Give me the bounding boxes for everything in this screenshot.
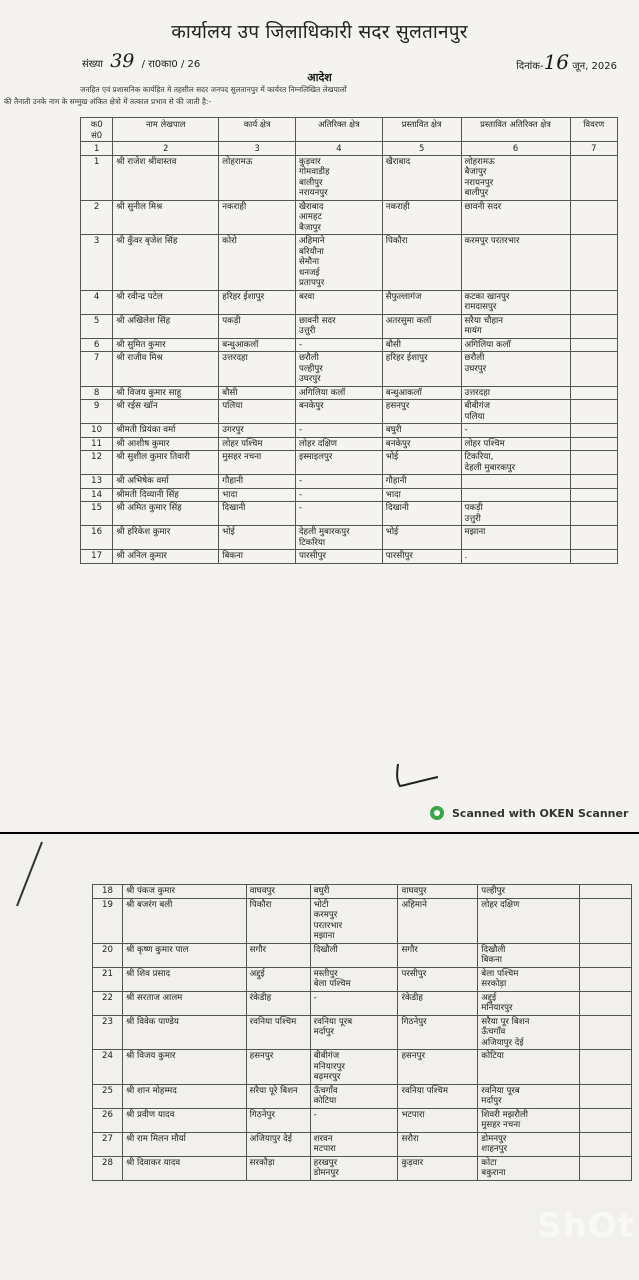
work-area-cell: रवनिया पश्चिम <box>246 1015 310 1050</box>
serial-number-cell: 7 <box>81 352 113 387</box>
proposed-area-cell: बौसी <box>382 338 461 352</box>
additional-area-cell: इस्माइलपुर <box>295 451 382 475</box>
proposed-additional-area-cell <box>461 488 570 502</box>
additional-area-cell: बघुरी <box>310 885 398 899</box>
work-area-cell: भादा <box>219 488 296 502</box>
additional-area-cell: हरखपुर डोमनपुर <box>310 1156 398 1180</box>
table-row <box>81 424 618 438</box>
serial-number-cell: 24 <box>93 1050 123 1085</box>
ref-number: 39 <box>110 50 135 72</box>
additional-area-cell: छरौली पल्हीपुर उघरपुर <box>295 352 382 387</box>
proposed-area-cell: हरिहर ईशापुर <box>382 352 461 387</box>
remark-cell <box>570 314 618 338</box>
remark-cell <box>580 967 632 991</box>
date-day: 16 <box>543 50 570 74</box>
proposed-additional-area-cell: लोहर पश्चिम <box>461 437 570 451</box>
column-number: 1 <box>81 142 113 156</box>
proposed-additional-area-cell: लोहर दक्षिण <box>478 898 580 943</box>
serial-number-cell: 15 <box>81 502 113 526</box>
remark-cell <box>570 475 618 489</box>
proposed-area-cell: भोई <box>382 526 461 550</box>
work-area-cell: हरिहर ईशापुर <box>219 290 296 314</box>
proposed-additional-area-cell: छावनी सदर <box>461 200 570 235</box>
serial-number-cell: 10 <box>81 424 113 438</box>
scanner-badge-text: Scanned with OKEN Scanner <box>452 806 629 820</box>
serial-number-cell: 16 <box>81 526 113 550</box>
table-row <box>81 386 618 400</box>
proposed-area-cell: वाघवपुर <box>398 885 478 899</box>
proposed-additional-area-cell <box>461 475 570 489</box>
column-number: 4 <box>295 142 382 156</box>
proposed-additional-area-cell: दिखौली बिकना <box>478 943 580 967</box>
additional-area-cell: शरवन मटपारा <box>310 1132 398 1156</box>
proposed-area-cell: पिकौरा <box>382 235 461 291</box>
additional-area-cell: अगिलिया कलॉ <box>295 386 382 400</box>
table-row <box>81 155 618 200</box>
table-row <box>81 400 618 424</box>
serial-number-cell: 13 <box>81 475 113 489</box>
lekhpal-name-cell: श्री राजीव मिश्र <box>113 352 219 387</box>
lekhpal-name-cell: श्रीमती दिव्यानी सिंह <box>113 488 219 502</box>
serial-number-cell: 28 <box>93 1156 123 1180</box>
lekhpal-name-cell: श्री विवेक पाण्डेय <box>122 1015 246 1050</box>
lekhpal-name-cell: श्री हरिकेश कुमार <box>113 526 219 550</box>
remark-cell <box>580 943 632 967</box>
date-suffix: जून, 2026 <box>572 61 617 72</box>
additional-area-cell: - <box>310 1108 398 1132</box>
column-header: कार्य क्षेत्र <box>219 118 296 142</box>
table-row <box>81 451 618 475</box>
additional-area-cell: लोहर दक्षिण <box>295 437 382 451</box>
table-row <box>81 526 618 550</box>
lekhpal-name-cell: श्री पंकज कुमार <box>122 885 246 899</box>
column-number: 3 <box>219 142 296 156</box>
reference-number <box>82 50 200 72</box>
remark-cell <box>580 1015 632 1050</box>
work-area-cell: हसनपुर <box>246 1050 310 1085</box>
lekhpal-name-cell: श्री विजय कुमार <box>122 1050 246 1085</box>
scanned-page-2 <box>0 834 639 1280</box>
proposed-additional-area-cell: पकड़ी उत्तुरी <box>461 502 570 526</box>
date-prefix: दिनांक- <box>516 61 544 72</box>
additional-area-cell: - <box>295 502 382 526</box>
work-area-cell: बन्धुआकलॉ <box>219 338 296 352</box>
work-area-cell: दिखानी <box>219 502 296 526</box>
table-row <box>81 200 618 235</box>
order-heading: आदेश <box>307 71 332 84</box>
scanner-badge <box>430 806 628 820</box>
work-area-cell: गिठनेपुर <box>246 1108 310 1132</box>
table-row <box>81 290 618 314</box>
table-row <box>93 1132 632 1156</box>
proposed-additional-area-cell: कोटा बकुराना <box>478 1156 580 1180</box>
proposed-area-cell: रवनिया पश्चिम <box>398 1084 478 1108</box>
work-area-cell: सरैया पूरे बिशन <box>246 1084 310 1108</box>
proposed-area-cell: भोई <box>382 451 461 475</box>
additional-area-cell: रवनिया पूरब मर्दापुर <box>310 1015 398 1050</box>
lekhpal-name-cell: श्री सुमित कुमार <box>113 338 219 352</box>
remark-cell <box>570 352 618 387</box>
proposed-additional-area-cell: अगिलिया कलॉ <box>461 338 570 352</box>
additional-area-cell: खैराबाद आमहट बैजापुर <box>295 200 382 235</box>
proposed-area-cell: अहिमाने <box>398 898 478 943</box>
remark-cell <box>570 488 618 502</box>
serial-number-cell: 17 <box>81 550 113 564</box>
proposed-area-cell: अतरसुमा कलॉ <box>382 314 461 338</box>
remark-cell <box>580 1132 632 1156</box>
serial-number-cell: 20 <box>93 943 123 967</box>
work-area-cell: उगरपुर <box>219 424 296 438</box>
work-area-cell: कोरो <box>219 235 296 291</box>
table-row <box>81 502 618 526</box>
additional-area-cell: - <box>295 488 382 502</box>
proposed-area-cell: दिखानी <box>382 502 461 526</box>
serial-number-cell: 11 <box>81 437 113 451</box>
proposed-area-cell: गौहानी <box>382 475 461 489</box>
lekhpal-name-cell: श्री अखिलेश सिंह <box>113 314 219 338</box>
work-area-cell: पकड़ी <box>219 314 296 338</box>
additional-area-cell: छावनी सदर उत्तुरी <box>295 314 382 338</box>
remark-cell <box>580 898 632 943</box>
table-row <box>93 1156 632 1180</box>
proposed-additional-area-cell: शिवरी मझरौली मुसहर नचना <box>478 1108 580 1132</box>
table-row <box>93 1084 632 1108</box>
serial-number-cell: 12 <box>81 451 113 475</box>
watermark-text: ShOt <box>537 1206 635 1246</box>
proposed-area-cell: बन्धुआकलॉ <box>382 386 461 400</box>
column-number-row <box>81 142 618 156</box>
work-area-cell: लोहरामऊ <box>219 155 296 200</box>
remark-cell <box>570 290 618 314</box>
proposed-area-cell: हसनपुर <box>382 400 461 424</box>
work-area-cell: पलिया <box>219 400 296 424</box>
serial-number-cell: 18 <box>93 885 123 899</box>
serial-number-cell: 9 <box>81 400 113 424</box>
proposed-additional-area-cell: बीबीगंज पलिया <box>461 400 570 424</box>
posting-table-page-1 <box>80 117 618 564</box>
additional-area-cell: बरवा <box>295 290 382 314</box>
column-number: 2 <box>113 142 219 156</box>
remark-cell <box>570 526 618 550</box>
serial-number-cell: 6 <box>81 338 113 352</box>
remark-cell <box>570 502 618 526</box>
lekhpal-name-cell: श्री आशीष कुमार <box>113 437 219 451</box>
work-area-cell: अजियापुर देई <box>246 1132 310 1156</box>
table-row <box>93 1015 632 1050</box>
proposed-area-cell: गिठनेपुर <box>398 1015 478 1050</box>
proposed-additional-area-cell: लोहरामऊ बैजापुर नरायनपुर बालीपुर <box>461 155 570 200</box>
proposed-additional-area-cell: . <box>461 550 570 564</box>
serial-number-cell: 1 <box>81 155 113 200</box>
remark-cell <box>570 400 618 424</box>
remark-cell <box>580 1108 632 1132</box>
work-area-cell: भोई <box>219 526 296 550</box>
lekhpal-name-cell: श्री सुनील मिश्र <box>113 200 219 235</box>
lekhpal-name-cell: श्री दिवाकर यादव <box>122 1156 246 1180</box>
proposed-additional-area-cell: मझाना <box>461 526 570 550</box>
remark-cell <box>570 550 618 564</box>
table-row <box>81 475 618 489</box>
serial-number-cell: 27 <box>93 1132 123 1156</box>
work-area-cell: अद्दुई <box>246 967 310 991</box>
work-area-cell: उत्तरदहा <box>219 352 296 387</box>
work-area-cell: बिकना <box>219 550 296 564</box>
remark-cell <box>580 1156 632 1180</box>
ref-suffix: / रा0का0 / 26 <box>141 59 201 70</box>
lekhpal-name-cell: श्रीमती प्रियंका वर्मा <box>113 424 219 438</box>
intro-line-2: की तैनाती उनके नाम के सम्मुख अंकित क्षेत्रो में तत्काल प्रभाव से की जाती है:- <box>4 97 212 106</box>
serial-number-cell: 8 <box>81 386 113 400</box>
column-header: विवरण <box>570 118 618 142</box>
work-area-cell: सगौर <box>246 943 310 967</box>
lekhpal-name-cell: श्री प्रवीण यादव <box>122 1108 246 1132</box>
lekhpal-name-cell: श्री रईस खॉन <box>113 400 219 424</box>
additional-area-cell: - <box>310 991 398 1015</box>
additional-area-cell: - <box>295 424 382 438</box>
work-area-cell: वाघवपुर <box>246 885 310 899</box>
table-row <box>81 550 618 564</box>
additional-area-cell: बीबीगंज मनियारपुर बढ़मरपुर <box>310 1050 398 1085</box>
table-row <box>81 314 618 338</box>
proposed-additional-area-cell: - <box>461 424 570 438</box>
table-row <box>81 338 618 352</box>
additional-area-cell: कुड़वार गोमवाडीह बालीपुर नरायनपुर <box>295 155 382 200</box>
lekhpal-name-cell: श्री अनिल कुमार <box>113 550 219 564</box>
column-number: 7 <box>570 142 618 156</box>
table-row <box>93 943 632 967</box>
remark-cell <box>580 1050 632 1085</box>
serial-number-cell: 14 <box>81 488 113 502</box>
lekhpal-name-cell: श्री कुँवर बृजेश सिंह <box>113 235 219 291</box>
lekhpal-name-cell: श्री सुशील कुमार तिवारी <box>113 451 219 475</box>
signature-mark <box>392 762 442 790</box>
lekhpal-name-cell: श्री सरताज आलम <box>122 991 246 1015</box>
column-number: 6 <box>461 142 570 156</box>
remark-cell <box>570 386 618 400</box>
remark-cell <box>570 424 618 438</box>
proposed-area-cell: नकराही <box>382 200 461 235</box>
column-header: नाम लेखपाल <box>113 118 219 142</box>
column-header: प्रस्तावित क्षेत्र <box>382 118 461 142</box>
serial-number-cell: 23 <box>93 1015 123 1050</box>
lekhpal-name-cell: श्री राजेश श्रीवास्तव <box>113 155 219 200</box>
proposed-additional-area-cell: अद्दुई मनियारपुर <box>478 991 580 1015</box>
proposed-additional-area-cell: सरैया पूर बिशन ऊँचगाँव अजियापुर देई <box>478 1015 580 1050</box>
table-header-row <box>81 118 618 142</box>
additional-area-cell: - <box>295 338 382 352</box>
lekhpal-name-cell: श्री शान मोहम्मद <box>122 1084 246 1108</box>
serial-number-cell: 19 <box>93 898 123 943</box>
proposed-additional-area-cell: सरैया चौहान मायंग <box>461 314 570 338</box>
pen-stroke-mark <box>14 840 44 910</box>
lekhpal-name-cell: श्री विजय कुमार साहू <box>113 386 219 400</box>
office-title: कार्यालय उप जिलाधिकारी सदर सुलतानपुर <box>171 21 468 43</box>
ref-prefix: संख्या <box>82 59 103 70</box>
proposed-area-cell: सगौर <box>398 943 478 967</box>
proposed-area-cell: खैराबाद <box>382 155 461 200</box>
column-header: क0 सं0 <box>81 118 113 142</box>
remark-cell <box>580 1084 632 1108</box>
remark-cell <box>570 437 618 451</box>
additional-area-cell: भोटी करमपुर परतरभार मझाना <box>310 898 398 943</box>
order-intro <box>4 84 620 108</box>
additional-area-cell: देहली मुबारकपुर टिकरिया <box>295 526 382 550</box>
work-area-cell: बौसी <box>219 386 296 400</box>
lekhpal-name-cell: श्री बजरंग बली <box>122 898 246 943</box>
table-row <box>93 991 632 1015</box>
remark-cell <box>570 235 618 291</box>
proposed-additional-area-cell: कोटिया <box>478 1050 580 1085</box>
proposed-additional-area-cell: पल्हीपुर <box>478 885 580 899</box>
additional-area-cell: दिखौली <box>310 943 398 967</box>
additional-area-cell: अहिमाने बरियौना सेमौना धनजई प्रतापपुर <box>295 235 382 291</box>
serial-number-cell: 4 <box>81 290 113 314</box>
work-area-cell: लोहर पश्चिम <box>219 437 296 451</box>
proposed-area-cell: परसीपुर <box>398 967 478 991</box>
additional-area-cell: पारसीपुर <box>295 550 382 564</box>
remark-cell <box>570 155 618 200</box>
lekhpal-name-cell: श्री अमित कुमार सिंह <box>113 502 219 526</box>
intro-line-1: जनहित एवं प्रशासनिक कार्यहित मे तहसील सदर जनपद सुलतानपुर में कार्यरत निम्नलिखित लेखपालों <box>80 85 347 94</box>
lekhpal-name-cell: श्री शिव प्रसाद <box>122 967 246 991</box>
proposed-additional-area-cell: करमपुर परतरभार <box>461 235 570 291</box>
proposed-area-cell: कुड़वार <box>398 1156 478 1180</box>
work-area-cell: सरकौड़ा <box>246 1156 310 1180</box>
serial-number-cell: 25 <box>93 1084 123 1108</box>
column-number: 5 <box>382 142 461 156</box>
serial-number-cell: 26 <box>93 1108 123 1132</box>
table-row <box>93 885 632 899</box>
proposed-additional-area-cell: रवनिया पूरब मर्दापुर <box>478 1084 580 1108</box>
table-row <box>81 235 618 291</box>
remark-cell <box>570 200 618 235</box>
proposed-area-cell: सरौरा <box>398 1132 478 1156</box>
work-area-cell: रंकेडीह <box>246 991 310 1015</box>
proposed-area-cell: पारसीपुर <box>382 550 461 564</box>
serial-number-cell: 5 <box>81 314 113 338</box>
table-row <box>93 967 632 991</box>
work-area-cell: मुसहर नचना <box>219 451 296 475</box>
serial-number-cell: 21 <box>93 967 123 991</box>
proposed-additional-area-cell: बेला पश्चिम सरकोड़ा <box>478 967 580 991</box>
lekhpal-name-cell: श्री कृष्ण कुमार पाल <box>122 943 246 967</box>
table-row <box>81 488 618 502</box>
additional-area-cell: मस्तीपुर बेला पश्चिम <box>310 967 398 991</box>
remark-cell <box>580 991 632 1015</box>
lekhpal-name-cell: श्री अभिषेक वर्मा <box>113 475 219 489</box>
table-row <box>81 437 618 451</box>
lekhpal-name-cell: श्री रवीन्द्र पटेल <box>113 290 219 314</box>
proposed-additional-area-cell: छरौली उघरपुर <box>461 352 570 387</box>
lekhpal-name-cell: श्री राम मिलन मौर्या <box>122 1132 246 1156</box>
column-header: प्रस्तावित अतिरिक्त क्षेत्र <box>461 118 570 142</box>
scanner-logo-icon <box>430 806 444 820</box>
posting-table-page-2 <box>92 884 632 1181</box>
table-row <box>93 1108 632 1132</box>
serial-number-cell: 3 <box>81 235 113 291</box>
remark-cell <box>580 885 632 899</box>
proposed-additional-area-cell: डोमनपुर शाहनपुर <box>478 1132 580 1156</box>
work-area-cell: नकराही <box>219 200 296 235</box>
table-row <box>93 1050 632 1085</box>
proposed-area-cell: बघुरी <box>382 424 461 438</box>
proposed-area-cell: हसनपुर <box>398 1050 478 1085</box>
proposed-area-cell: सैफुल्लागंज <box>382 290 461 314</box>
proposed-additional-area-cell: टिकरिया, देहली मुबारकपुर <box>461 451 570 475</box>
additional-area-cell: बनकेपुर <box>295 400 382 424</box>
proposed-area-cell: बनकेपुर <box>382 437 461 451</box>
work-area-cell: गौहानी <box>219 475 296 489</box>
proposed-additional-area-cell: कटका खानपुर रामदासपुर <box>461 290 570 314</box>
proposed-area-cell: भटपारा <box>398 1108 478 1132</box>
work-area-cell: पिकौरा <box>246 898 310 943</box>
remark-cell <box>570 338 618 352</box>
proposed-area-cell: भादा <box>382 488 461 502</box>
proposed-additional-area-cell: उत्तरदहा <box>461 386 570 400</box>
remark-cell <box>570 451 618 475</box>
table-row <box>81 352 618 387</box>
additional-area-cell: ऊँचगाँव कोटिया <box>310 1084 398 1108</box>
serial-number-cell: 2 <box>81 200 113 235</box>
column-header: अतिरिक्त क्षेत्र <box>295 118 382 142</box>
table-row <box>93 898 632 943</box>
serial-number-cell: 22 <box>93 991 123 1015</box>
proposed-area-cell: रंकेडीह <box>398 991 478 1015</box>
additional-area-cell: - <box>295 475 382 489</box>
